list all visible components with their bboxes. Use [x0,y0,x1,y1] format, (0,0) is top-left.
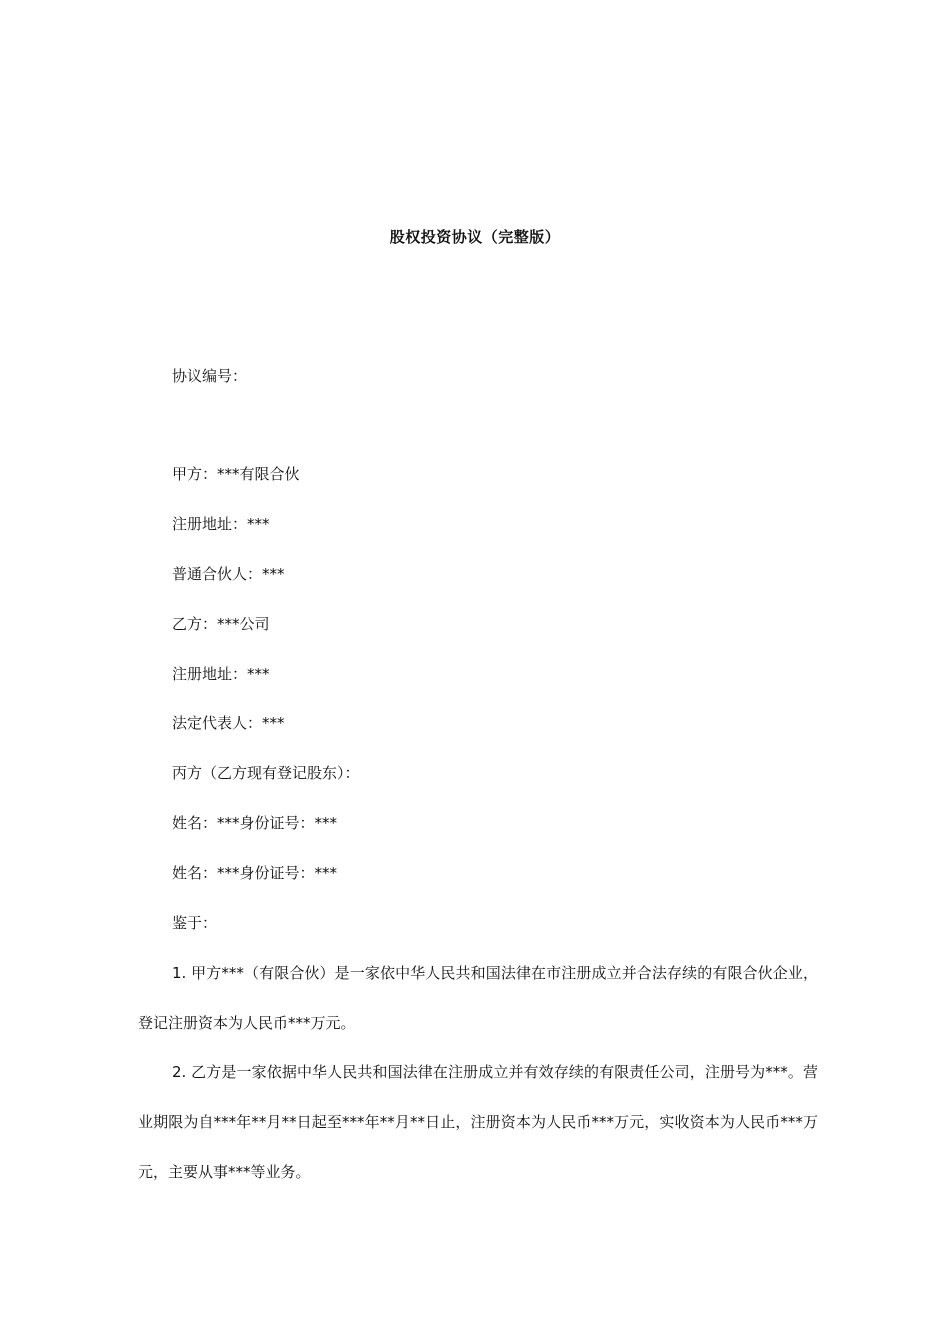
party-a-line: 甲方：***有限合伙 [172,465,300,483]
whereas-heading: 鉴于： [172,914,218,932]
agreement-number-label: 协议编号： [172,367,248,385]
party-b-line: 乙方：***公司 [172,615,270,633]
party-a-partner-line: 普通合伙人：*** [172,565,285,583]
party-a-address-line: 注册地址：*** [172,515,270,533]
document-title: 股权投资协议（完整版） [389,228,561,246]
clause-2-paragraph: 2. 乙方是一家依据中华人民共和国法律在注册成立并有效存续的有限责任公司，注册号为***。营业期限为自***年**月**日起至***年**月**日止，注册资本为人民币***万元，实收资本为人民币***万元，主要从事***等业务。 [138,1063,818,1181]
party-c-line: 丙方（乙方现有登记股东）： [172,764,360,782]
shareholder-2-line: 姓名：***身份证号：*** [172,864,338,882]
shareholder-1-line: 姓名：***身份证号：*** [172,814,338,832]
party-b-address-line: 注册地址：*** [172,665,270,683]
party-b-representative-line: 法定代表人：*** [172,714,285,732]
clause-1-paragraph: 1. 甲方***（有限合伙）是一家依中华人民共和国法律在市注册成立并合法存续的有限合伙企业，登记注册资本为人民币***万元。 [138,964,818,1032]
